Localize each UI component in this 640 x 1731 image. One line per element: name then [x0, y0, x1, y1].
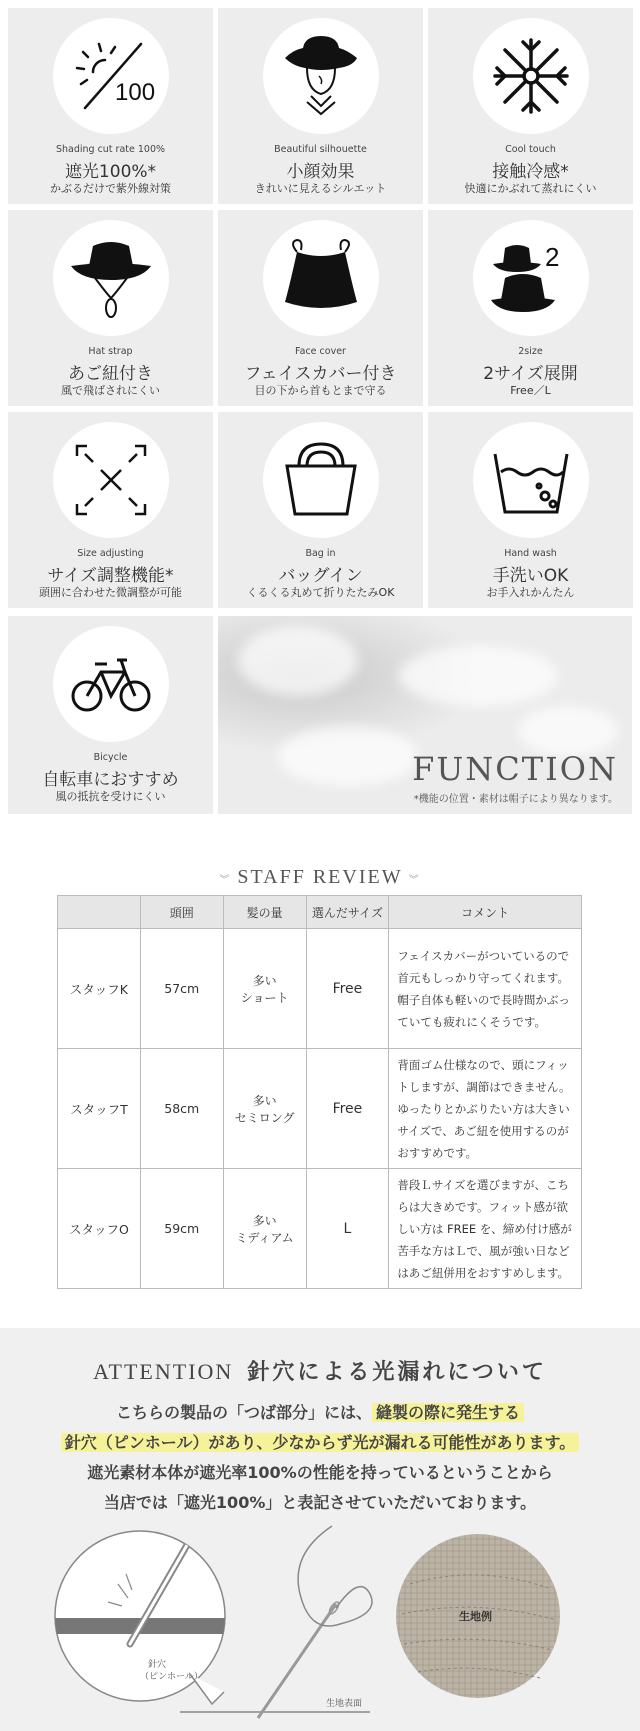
feature-en-label: Shading cut rate 100%: [55, 144, 166, 155]
feature-jp-label: 接触冷感*: [492, 162, 569, 182]
feature-en-label: 2size: [518, 346, 543, 357]
feature-en-label: Hand wash: [504, 548, 557, 559]
table-header: [58, 896, 141, 929]
staff-name: スタッフT: [58, 1049, 141, 1169]
feature-sub-label: 目の下から首もとまで守る: [254, 384, 387, 397]
feature-cool-touch: [428, 8, 633, 204]
table-row: [58, 1169, 582, 1289]
feature-icon-circle: [53, 422, 169, 538]
staff-name: スタッフO: [58, 1169, 141, 1289]
chosen-size: L: [306, 1169, 389, 1289]
feature-face-cover: [218, 210, 423, 406]
table-header-row: [58, 896, 582, 929]
feature-sub-label: 風で飛ばされにくい: [61, 384, 160, 397]
feature-bicycle: [8, 616, 213, 814]
hat-face-icon: [281, 36, 361, 116]
attention-line1a: こちらの製品の「つば部分」には、: [115, 1403, 372, 1422]
hat-strap-icon: [71, 238, 151, 318]
table-header: 選んだサイズ: [306, 896, 389, 929]
feature-sub-label: 快適にかぶれて蒸れにくい: [464, 182, 597, 195]
magnified-circle: [50, 1526, 240, 1704]
attention-section: [0, 1328, 640, 1731]
feature-en-label: Bag in: [305, 548, 336, 559]
function-note: *機能の位置・素材は帽子により異なります。: [413, 794, 618, 805]
feature-icon-circle: [473, 422, 589, 538]
table-header: コメント: [389, 896, 582, 929]
feature-jp-label: サイズ調整機能*: [47, 566, 174, 586]
chevron-down-icon: ︾: [219, 874, 232, 886]
feature-hat-strap: [8, 210, 213, 406]
hair-amount: 多い セミロング: [223, 1049, 306, 1169]
table-header: 髪の量: [223, 896, 306, 929]
face-cover-icon: [281, 238, 361, 318]
chosen-size: Free: [306, 1049, 389, 1169]
feature-jp-label: 2サイズ展開: [483, 364, 578, 384]
feature-en-label: Cool touch: [505, 144, 556, 155]
feature-hand-wash: [428, 412, 633, 608]
table-row: [58, 929, 582, 1049]
function-photo: [218, 616, 632, 814]
hair-amount: 多い ミディアム: [223, 1169, 306, 1289]
uv-cut-100-icon: [71, 36, 156, 116]
feature-en-label: Hat strap: [88, 346, 133, 357]
feature-icon-circle: [263, 18, 379, 134]
feature-jp-label: 遮光100%*: [64, 162, 157, 182]
feature-sub-label: 風の抵抗を受けにくい: [55, 790, 166, 803]
comment: 背面ゴム仕様なので、頭にフィッ トしますが、調節はできません。 ゆったりとかぶりたい方は大きい サイズで、あご紐を使用するのが おすすめです。: [389, 1049, 582, 1169]
fabric-label: 生地例: [459, 1610, 492, 1623]
snowflake-icon: [491, 36, 571, 116]
head-size: 57cm: [140, 929, 223, 1049]
comment: 普段Ｌサイズを選びますが、こち らは大きめです。フィット感が欲 しい方は FREE を、締め付け感が 苦手な方はＬで、風が強い日など はあご紐併用をおすすめします。: [389, 1169, 582, 1289]
feature-jp-label: 手洗いOK: [492, 566, 569, 586]
hair-amount: 多い ショート: [223, 929, 306, 1049]
feature-icon-circle: [473, 220, 589, 336]
feature-icon-circle: [473, 18, 589, 134]
feature-sub-label: Free／L: [510, 384, 551, 397]
feature-silhouette: [218, 8, 423, 204]
feature-sub-label: 頭囲に合わせた微調整が可能: [39, 586, 182, 599]
two-hats-icon: [491, 238, 571, 318]
feature-uv-cut: [8, 8, 213, 204]
attention-title: [0, 1355, 640, 1386]
staff-review-table: [57, 895, 582, 1289]
attention-title-en: ATTENTION: [93, 1359, 234, 1384]
table-row: [58, 1049, 582, 1169]
feature-icon-circle: [53, 18, 169, 134]
hand-wash-icon: [491, 440, 571, 520]
head-size: 58cm: [140, 1049, 223, 1169]
feature-sub-label: きれいに見えるシルエット: [254, 182, 387, 195]
comment: フェイスカバーがついているので 首元もしっかり守ってくれます。 帽子自体も軽いので長時間かぶっ ていても疲れにくそうです。: [389, 929, 582, 1049]
feature-jp-label: フェイスカバー付き: [244, 364, 397, 384]
feature-jp-label: あご紐付き: [68, 364, 153, 384]
chevron-down-icon: ︾: [408, 874, 421, 886]
feature-icon-circle: [53, 626, 169, 742]
feature-size-adjust: [8, 412, 213, 608]
feature-bag-in: [218, 412, 423, 608]
feature-icon-circle: [53, 220, 169, 336]
feature-sub-label: かぶるだけで紫外線対策: [50, 182, 171, 195]
bicycle-icon: [71, 644, 151, 724]
feature-sub-label: くるくる丸めて折りたたみOK: [246, 586, 395, 599]
feature-sub-label: お手入れかんたん: [486, 586, 575, 599]
feature-jp-label: 小顔効果: [286, 162, 355, 182]
attention-highlight: 縫製の際に発生する: [372, 1403, 524, 1422]
pinhole-label: （ピンホール）: [140, 1672, 203, 1682]
feature-jp-label: 自転車におすすめ: [42, 770, 179, 790]
feature-en-label: Size adjusting: [77, 548, 144, 559]
feature-en-label: Beautiful silhouette: [274, 144, 367, 155]
feature-jp-label: バッグイン: [278, 566, 363, 586]
head-size: 59cm: [140, 1169, 223, 1289]
chosen-size: Free: [306, 929, 389, 1049]
attention-body: [0, 1398, 640, 1518]
bag-icon: [281, 440, 361, 520]
feature-en-label: Bicycle: [93, 752, 128, 763]
pinhole-illustration: [0, 1524, 640, 1731]
staff-review-title: [0, 866, 640, 889]
size-mark-text: 2: [545, 242, 560, 272]
surface-label: 生地表面: [326, 1699, 363, 1709]
uv-mark-text: 100: [115, 79, 156, 106]
attention-title-jp: 針穴による光漏れについて: [247, 1360, 547, 1385]
function-title: FUNCTION: [412, 750, 618, 788]
feature-two-size: [428, 210, 633, 406]
staff-review-title-text: STAFF REVIEW: [237, 866, 403, 888]
pinhole-label: 針穴: [148, 1660, 167, 1670]
fabric-sample: [396, 1534, 560, 1698]
attention-line3: 遮光素材本体が遮光率100%の性能を持っているということから: [87, 1463, 553, 1482]
attention-line4: 当店では「遮光100%」と表記させていただいております。: [103, 1493, 537, 1512]
feature-icon-circle: [263, 422, 379, 538]
feature-icon-circle: [263, 220, 379, 336]
expand-arrows-icon: [71, 440, 151, 520]
feature-en-label: Face cover: [295, 346, 346, 357]
attention-highlight: 針穴（ピンホール）があり、少なからず光が漏れる可能性があります。: [61, 1433, 579, 1452]
table-header: 頭囲: [140, 896, 223, 929]
staff-name: スタッフK: [58, 929, 141, 1049]
